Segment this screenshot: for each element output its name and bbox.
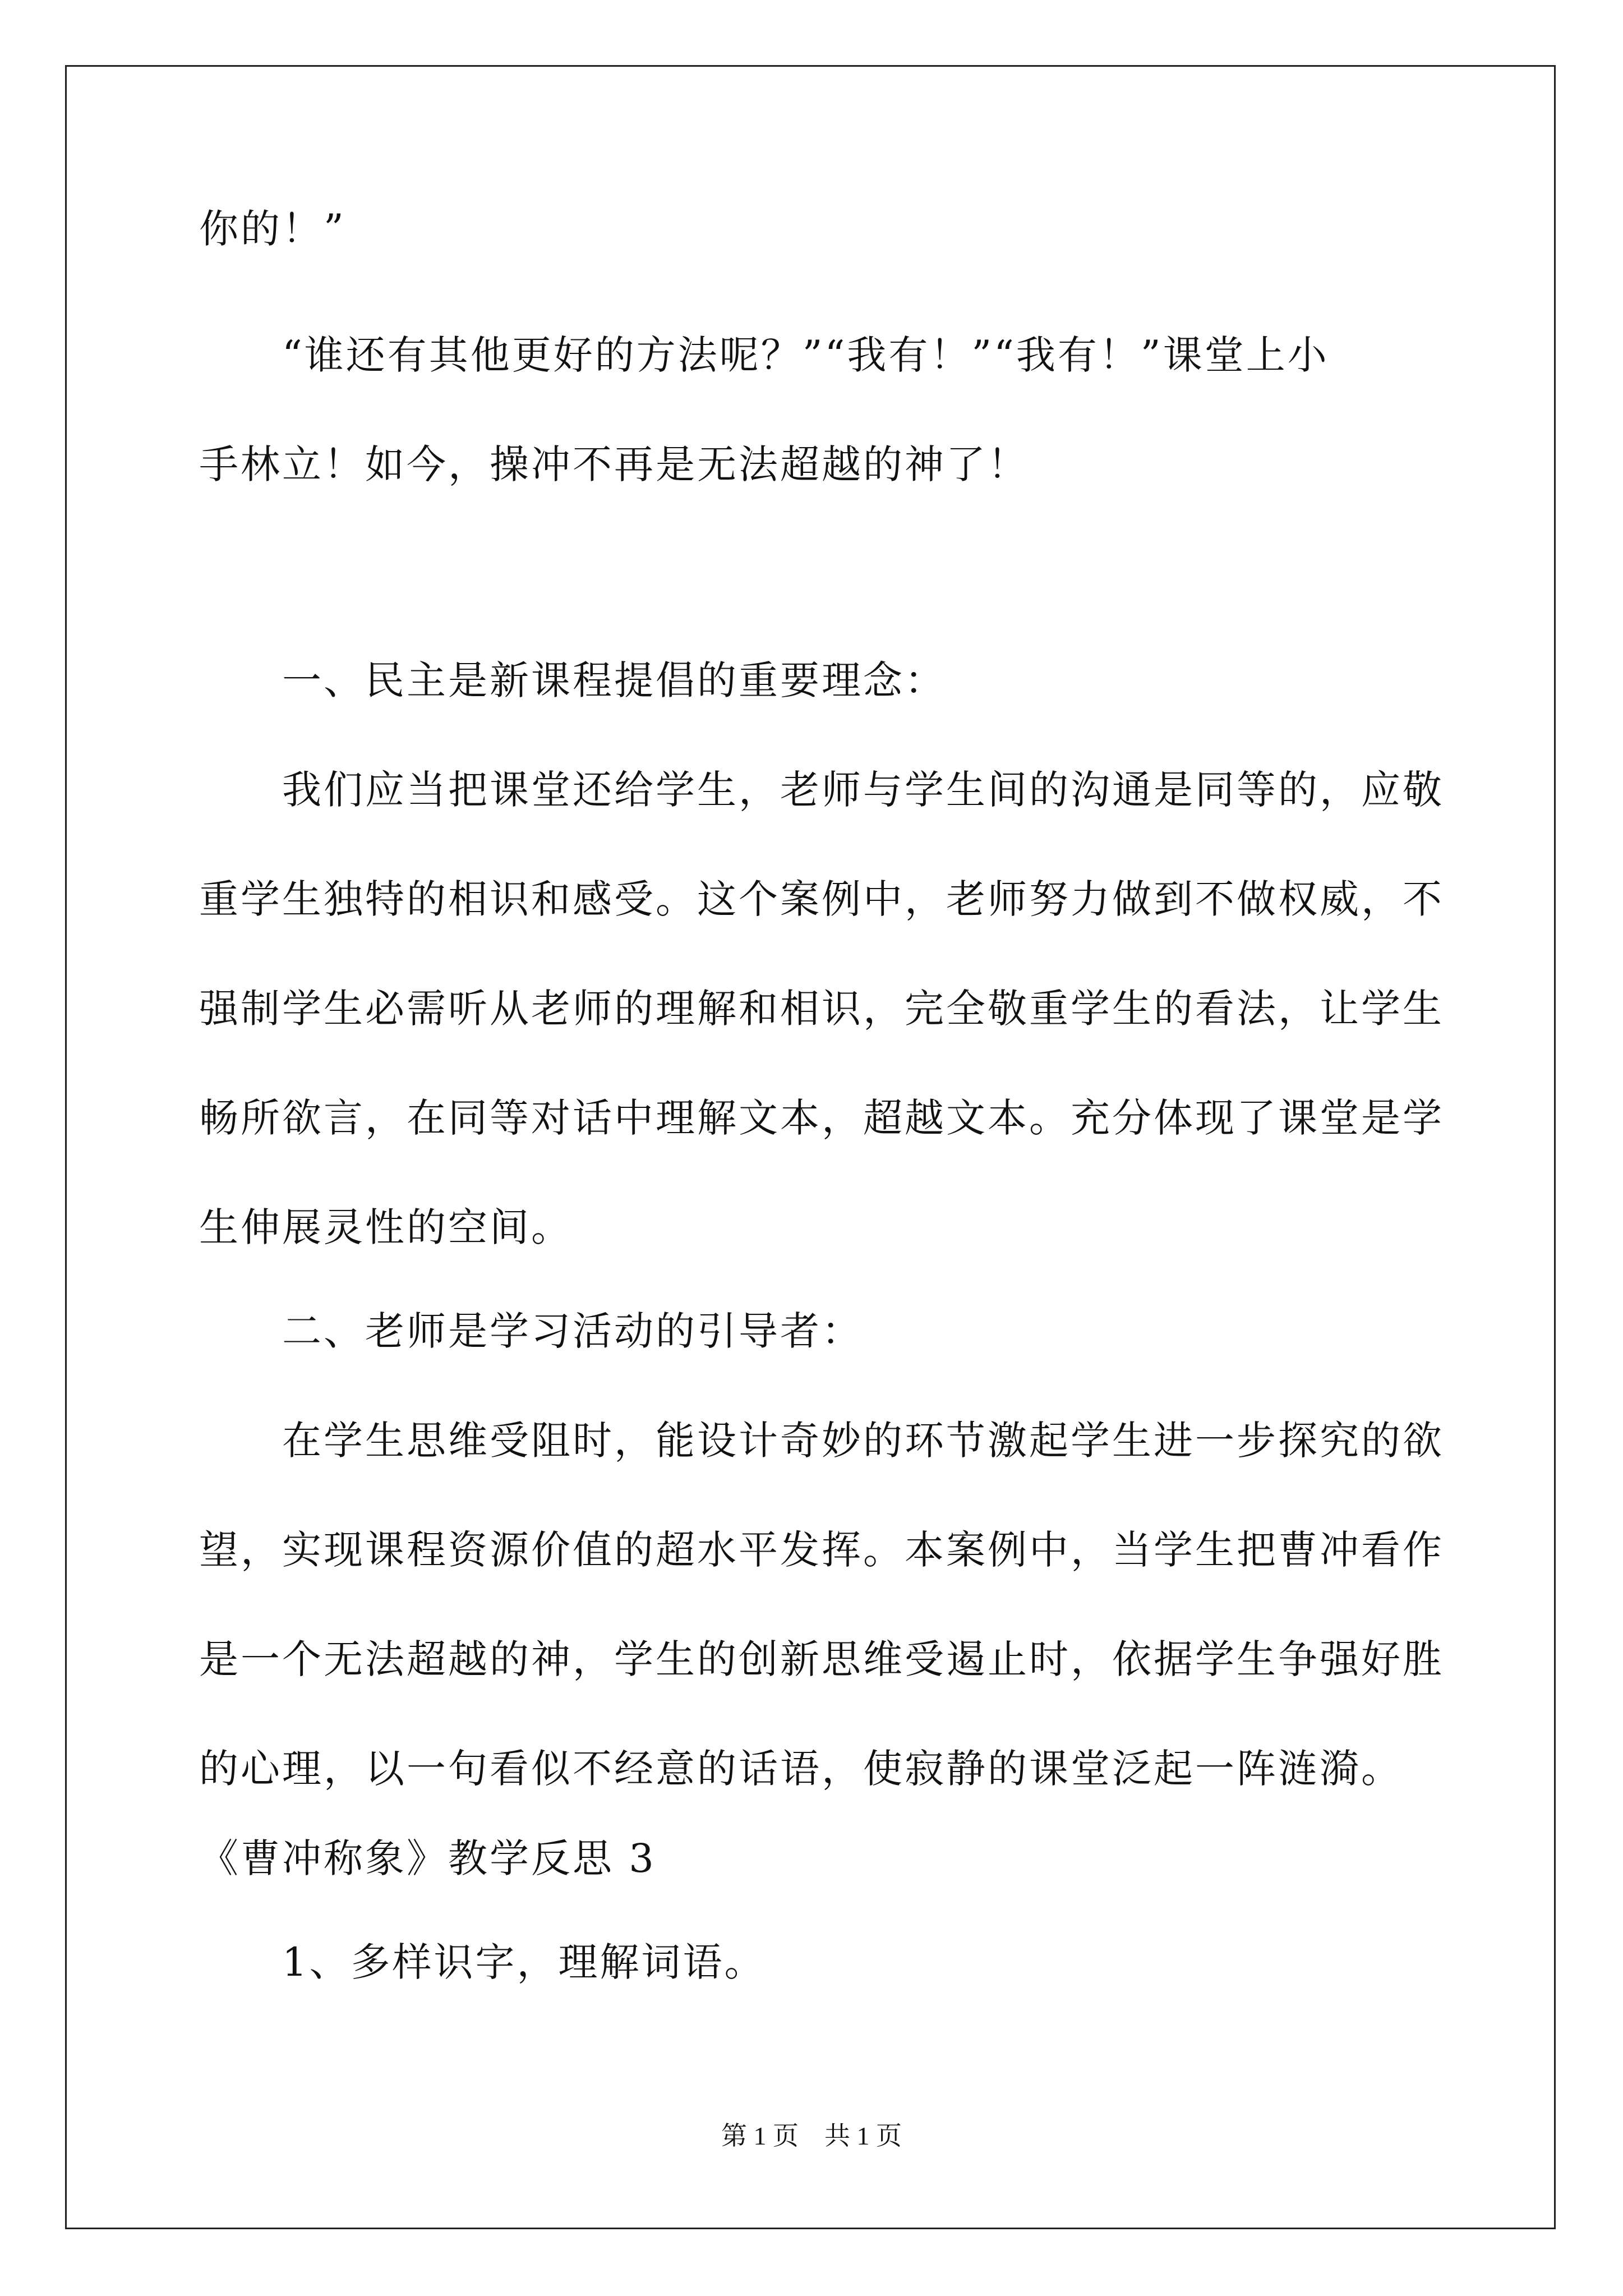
text-line: 的心理，以一句看似不经意的话语，使寂静的课堂泛起一阵涟漪。 (199, 1746, 1403, 1792)
section-heading: 一、民主是新课程提倡的重要理念： (282, 657, 946, 703)
text-line: 重学生独特的相识和感受。这个案例中，老师努力做到不做权威，不 (199, 876, 1444, 922)
text-line: 强制学生必需听从老师的理解和相识，完全敬重学生的看法，让学生 (199, 986, 1444, 1032)
text-line: 在学生思维受阻时，能设计奇妙的环节激起学生进一步探究的欲 (282, 1418, 1444, 1464)
page-border (65, 65, 1556, 2229)
text-line: 生伸展灵性的空间。 (199, 1204, 573, 1250)
text-line: 你的！” (199, 206, 346, 252)
document-title: 《曹冲称象》教学反思 3 (199, 1835, 656, 1881)
text-line: 我们应当把课堂还给学生，老师与学生间的沟通是同等的，应敬 (282, 767, 1444, 813)
text-line: 望，实现课程资源价值的超水平发挥。本案例中，当学生把曹冲看作 (199, 1527, 1444, 1573)
text-line: “谁还有其他更好的方法呢？”“我有！”“我有！”课堂上小 (282, 332, 1329, 378)
text-line: 手林立！如今，操冲不再是无法超越的神了！ (199, 441, 1029, 487)
section-heading: 二、老师是学习活动的引导者： (282, 1308, 863, 1354)
page-number: 第 1 页 共 1 页 (721, 2122, 902, 2150)
text-line: 畅所欲言，在同等对话中理解文本，超越文本。充分体现了课堂是学 (199, 1095, 1444, 1141)
text-line: 是一个无法超越的神，学生的创新思维受遏止时，依据学生争强好胜 (199, 1636, 1444, 1682)
list-item: 1、多样识字，理解词语。 (282, 1939, 766, 1985)
